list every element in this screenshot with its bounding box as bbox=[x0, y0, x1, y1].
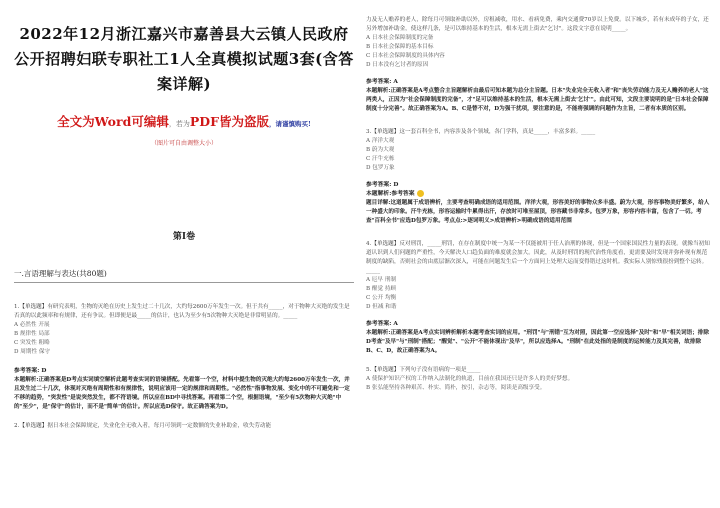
option-b: B 张弘能坚持各种艰苦、朴实、简朴，按引，杂志等，阅读是高级享受。 bbox=[366, 385, 546, 391]
question-number: 2. bbox=[14, 423, 20, 429]
question-continued-text: 力及无人赡养的老人，除每月可领取补助以外，房租减收，用水、看病免费，乘内交通费70岁以上免费。以下城乡，若有未成年的子女，还另外增加补助金，使这样几条，是可以维持基本的生活，根本无需上街去"乞讨"。这段文字意在说明_____。 bbox=[366, 17, 709, 32]
question-text bbox=[366, 128, 710, 137]
question-tag: 【单选题】 bbox=[371, 367, 400, 373]
option-d: D 包罗万象 bbox=[366, 165, 395, 171]
option-c: C 汗牛充栋 bbox=[366, 156, 395, 162]
question-text bbox=[366, 366, 710, 375]
option-a: A 洋洋大观 bbox=[366, 138, 395, 144]
option-d: D 日本没有乞讨者的原因 bbox=[366, 62, 429, 68]
explanation-label-text: 本题解析:参考答案 bbox=[366, 191, 415, 197]
right-column bbox=[366, 0, 710, 508]
answer: 参考答案: A bbox=[366, 79, 398, 85]
subtitle-separator: ，若为 bbox=[168, 120, 190, 128]
option-b: B 日本社会保障的基本目标 bbox=[366, 44, 434, 50]
question-number: 4. bbox=[366, 241, 372, 247]
question-2 bbox=[14, 422, 354, 431]
question-tag: 【单选题】 bbox=[19, 304, 48, 310]
question-text bbox=[14, 303, 354, 321]
option-c: C 突发性 粗略 bbox=[14, 340, 50, 346]
question-number: 3. bbox=[366, 129, 372, 135]
subtitle-caution: ，请谨慎购买! bbox=[268, 120, 311, 128]
option-b: B 规律性 局部 bbox=[14, 331, 50, 337]
question-body: 有研究表明，生物的灭绝在历史上发生过二十几次，大约每2600万年发生一次。但于共有_____，对于物种大灭绝的发生是否真的以此频率和有规律，还有争议。但即便是最_____的估计，也认为至少有5次物种大灭绝是非常明显的。_____ bbox=[14, 304, 350, 319]
question-body: 据日本社会保障规定，失业化全无收入者，每月可领到一定数额的失业补助金，收失劳动能 bbox=[47, 423, 272, 429]
question-tag: 【单选题】 bbox=[371, 129, 400, 135]
answer: 参考答案: D bbox=[14, 368, 47, 374]
question-1 bbox=[14, 303, 354, 412]
volume-heading: 第I卷 bbox=[172, 232, 196, 242]
option-a: A 厄早 刑制 bbox=[366, 277, 396, 283]
image-note: （图片可自由调整大小） bbox=[150, 140, 217, 147]
section-divider bbox=[14, 282, 354, 283]
question-number: 1. bbox=[14, 304, 20, 310]
question-body: 这一套百科全书，内容涉及各个领域，各门学科，真是_____，丰富多彩。_____ bbox=[399, 129, 596, 135]
question-tag: 【单选题】 bbox=[19, 423, 48, 429]
question-2-continued bbox=[366, 16, 710, 114]
option-b: B 蔚为大观 bbox=[366, 147, 395, 153]
option-d: D 周期性 保守 bbox=[14, 349, 51, 355]
option-d: D 但减 和谐 bbox=[366, 304, 397, 310]
question-5 bbox=[366, 366, 710, 393]
option-c: C 日本社会保障制度的具体内容 bbox=[366, 53, 445, 59]
question-number: 5. bbox=[366, 367, 372, 373]
answer: 参考答案: D bbox=[366, 182, 399, 188]
question-text bbox=[366, 240, 710, 276]
section-heading: 一.言语理解与表达(共80题) bbox=[14, 269, 107, 278]
left-column bbox=[14, 0, 354, 508]
subtitle-word-editable: 全文为Word可编辑 bbox=[57, 114, 169, 129]
explanation: 本题解析:正确答案是A考点实词辨析解析本题考查实词的应用。"刑罚"与"刑错"互为对照，因此第一空应选择"及时"和"早"相关词语；排除D考查"及早"与"刑制"搭配；"醒觉"、"公开"不能体现出"及早"，所以应选择A。"刑制"在此处指的是制度的运转能力及其完善，故排除B、C、D，故正确答案为A。 bbox=[366, 330, 709, 354]
explanation-label bbox=[366, 190, 710, 199]
subtitle-pdf-warning: PDF皆为盗版 bbox=[189, 114, 269, 129]
question-3 bbox=[366, 128, 710, 226]
page-title: 2022年12月浙江嘉兴市嘉善县大云镇人民政府公开招聘妇联专职社工1人全真模拟试题3套(含答案详解) bbox=[14, 25, 354, 93]
question-body: 下列句子没有语病的一项是_____ bbox=[399, 367, 481, 373]
option-c: C 公开 均衡 bbox=[366, 295, 397, 301]
option-a: A 使保护知识产权的工作纳入法制化的轨道，目前在我国还只是许多人的美好梦想。 bbox=[366, 376, 574, 382]
question-text bbox=[14, 422, 354, 431]
option-a: A 必然性 开展 bbox=[14, 322, 50, 328]
explanation: 本题解析:正确答案是A考点整合主旨题解析由最后可知本题为总分主旨题。日本"失业完全无收入者"和"丧失劳动能力及无人赡养的老人"这两类人，正因为"社会保障制度的完备"，才"足可以维持基本的生活，根本无需上街去'乞讨'"。由此可知，文段主要说明的是"日本社会保障制度十分完善"。故正确答案为A。B、C是替不对，D为强干扰项，要注意的是，不能将强调的问题作为主旨，二者有本质的区别。 bbox=[366, 88, 709, 112]
answer: 参考答案: A bbox=[366, 321, 398, 327]
option-b: B 醒觉 持顾 bbox=[366, 286, 397, 292]
smile-icon bbox=[417, 190, 424, 197]
subtitle bbox=[14, 113, 354, 132]
question-tag: 【单选题】 bbox=[371, 241, 400, 247]
option-a: A 日本社会保障制度的完备 bbox=[366, 35, 434, 41]
explanation: 题目详解:这道题属于成语辨析，主要考查明确成语的适用范围。洋洋大观，形容美好的事物众多丰盛。蔚为大观，形容事物美好繁多，给人一种盛大的印象。汗牛充栋，形容运输时牛累得出汗，存放时可堆至屋顶，形容藏书非常多。包罗万象，形容内容丰富，包含了一切。考查"百科全书"应选D包罗万象。考点点:>逐词明义>成语辨析>明确成语的适用范围 bbox=[366, 200, 710, 224]
explanation: 本题解析:正确答案是D考点实词填空解析此题考查实词的语境搭配。先看第一个空，材料中提生物的灭绝大约每2600万年发生一次，并且发生过二十几次，体现对灭绝有周期性和有规律性，说明应该用一定的规律和周期性。"必然性"指事物发展、变化中的不可避免和一定不移的趋势，"突发性"是说突然发生，都不符语境。所以应在BD中寻找答案。再看第二个空，根据语境，"至少有5次物种大灭绝"中的"至少"，是"保守"的估计，而不是"简单"的估计。所以应选D保守。故正确答案为D。 bbox=[14, 377, 350, 410]
question-4 bbox=[366, 240, 710, 356]
question-body: 反对刑罚，_____刑罚，在存在制度中统一为某一不仅能被用于任人治刑的体现，但是一个国家国民性力量的表现。就像当初知道认识到人们问题的严重性，今天解决人口趋负面的难度就会加大。因此，从及时刑罚的现代治性角度看，更需要及时发现并弥补现有规范制度的缺陷，否则社会的由底层渐次深入，可能在问题发生后一个方面问上处理大运而变得错过这时机。我实际人别惊残很扮到整个运转。_____ bbox=[366, 241, 710, 274]
